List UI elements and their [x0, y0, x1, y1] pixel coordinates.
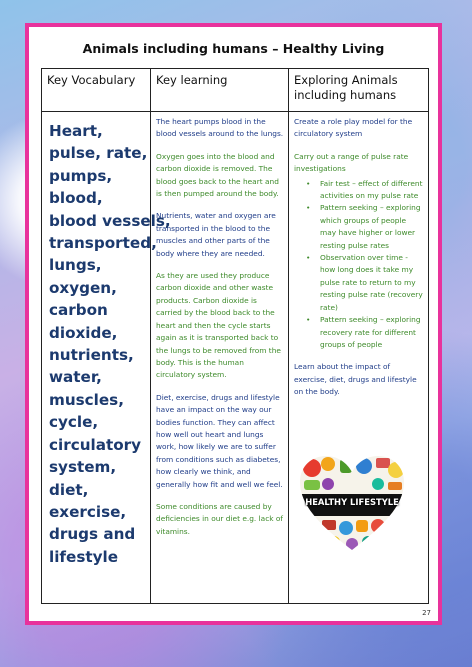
- key-learning-paragraph: Nutrients, water and oxygen are transported in the blood to the muscles and other parts of the body where they are needed.: [156, 211, 276, 258]
- bullet-dot-icon: •: [306, 178, 311, 188]
- exploring-cell: [289, 112, 429, 604]
- vocab-item: pulse, rate,: [49, 144, 148, 163]
- key-learning-paragraph: The heart pumps blood in the blood vessels around to the lungs.: [156, 117, 284, 139]
- investigation-item: [306, 178, 424, 203]
- investigation-item: [306, 314, 424, 351]
- vocab-list: [49, 120, 171, 568]
- vocab-item: blood,: [49, 189, 103, 208]
- vocab-item: exercise,: [49, 502, 127, 521]
- vocab-item: dioxide,: [49, 323, 118, 342]
- investigation-text: Pattern seeking – exploring recovery rate for different groups of people: [320, 315, 421, 349]
- key-learning-paragraph: As they are used they produce carbon dioxide and other waste products. Carbon dioxide is carried by the blood back to the heart and then the cycle starts again as it is transported back to the lungs to be removed from the body. This is the human circulatory system.: [156, 271, 281, 380]
- vocab-item: Heart,: [49, 122, 103, 140]
- knowledge-organiser-table: [41, 68, 429, 604]
- content-row: [42, 112, 429, 604]
- vocab-item: lungs,: [49, 256, 102, 275]
- healthy-lifestyle-heart-icon: [298, 454, 406, 552]
- investigation-item: [306, 252, 424, 314]
- key-learning-paragraph: Oxygen goes into the blood and carbon dioxide is removed. The blood goes back to the heart and is then pumped around the body.: [156, 151, 279, 199]
- vocab-item: lifestyle: [49, 547, 119, 566]
- investigation-bullets: [294, 178, 424, 352]
- vocab-item: cycle,: [49, 413, 99, 432]
- bullet-dot-icon: •: [306, 203, 311, 213]
- page-frame: [25, 23, 442, 625]
- key-learning-paragraph: Some conditions are caused by deficiencies in our diet e.g. lack of vitamins.: [156, 501, 284, 536]
- header-exploring: Exploring Animals including humans: [289, 69, 429, 112]
- bullet-dot-icon: •: [306, 253, 311, 263]
- vocab-item: circulatory: [49, 435, 142, 454]
- vocab-item: drugs and: [49, 525, 136, 544]
- header-learning: Key learning: [151, 69, 289, 112]
- bullet-dot-icon: •: [306, 315, 311, 325]
- vocab-item: pumps,: [49, 166, 113, 185]
- vocab-item: system,: [49, 458, 117, 477]
- vocab-item: carbon: [49, 301, 108, 320]
- exploring-intro: Create a role play model for the circulatory system: [294, 117, 413, 139]
- heart-label: HEALTHY LIFESTYLE: [305, 497, 399, 507]
- key-learning-cell: [151, 112, 289, 604]
- vocab-item: nutrients,: [49, 346, 134, 365]
- key-learning-paragraph: Diet, exercise, drugs and lifestyle have an impact on the way our bodies function. They can affect how well out heart and lungs work, how likely we are to suffer from conditions such as diabetes, how clearly we think, and generally how fit and well we feel.: [156, 392, 283, 489]
- page-title: Animals including humans – Healthy Living: [82, 41, 385, 56]
- vocab-item: water,: [49, 368, 102, 387]
- investigation-item: [306, 202, 424, 252]
- investigations-intro: Carry out a range of pulse rate investigations: [294, 151, 409, 174]
- header-row: [42, 69, 429, 112]
- investigation-text: Observation over time - how long does it take my pulse rate to return to my resting pulse rate (recovery rate): [320, 253, 423, 312]
- vocab-item: oxygen,: [49, 278, 117, 297]
- vocab-item: transported,: [49, 234, 157, 253]
- investigation-text: Pattern seeking – exploring which groups of people may have higher or lower resting pulse rates: [320, 203, 421, 250]
- vocab-item: diet,: [49, 480, 89, 499]
- vocab-item: muscles,: [49, 390, 124, 409]
- vocab-item: blood vessels,: [49, 211, 171, 230]
- header-vocab: Key Vocabulary: [42, 69, 151, 112]
- exploring-outro: Learn about the impact of exercise, diet, drugs and lifestyle on the body.: [294, 362, 417, 397]
- vocab-cell: [42, 112, 171, 604]
- page-number: 27: [422, 609, 431, 617]
- investigation-text: Fair test – effect of different activities on my pulse rate: [320, 178, 423, 201]
